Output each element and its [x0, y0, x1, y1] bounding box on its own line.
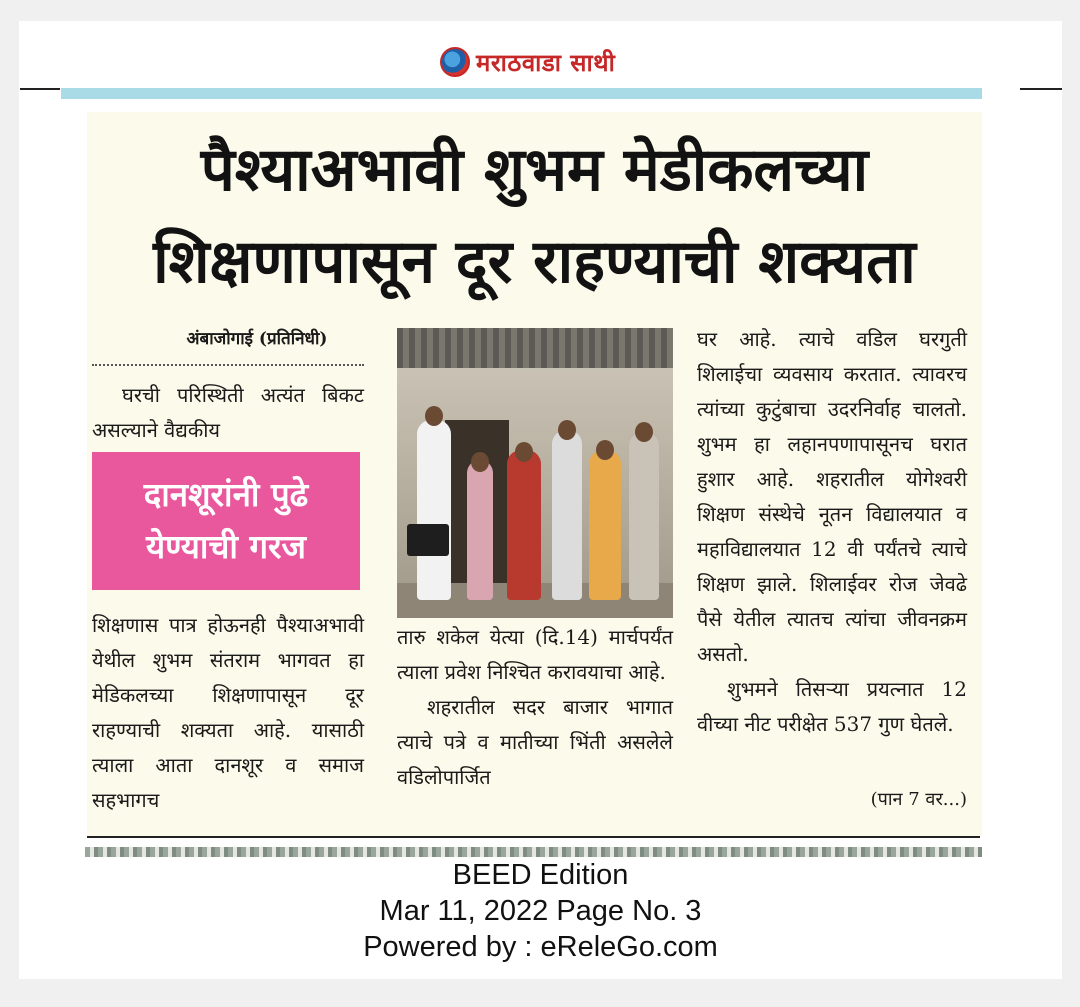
headline-line-2: शिक्षणापासून दूर राहण्याची शक्यता	[153, 227, 916, 297]
column-3	[697, 322, 967, 742]
masthead	[440, 42, 615, 82]
column-3-text-a: घर आहे. त्याचे वडिल घरगुती शिलाईचा व्यवसाय करतात. त्यावरच त्यांच्या कुटुंबाचा उदरनिर्वाह चालतो. शुभम हा लहानपणापासूनच घरात हुशार आहे. शहरातील योगेश्वरी शिक्षण संस्थेचे नूतन विद्यालयात व महाविद्यालयात 12 वी पर्यंतचे त्याचे शिक्षण झाले. शिलाईवर रोज जेवढे पैसे येतील त्यातच त्यांचा जीवनक्रम असतो.	[697, 327, 967, 666]
column-1-body	[92, 608, 364, 818]
photo-person-head	[558, 420, 576, 440]
photo-person	[629, 432, 659, 600]
edition-info	[19, 857, 1062, 965]
headline	[87, 124, 982, 308]
column-1-intro	[92, 378, 364, 448]
photo-roof	[397, 328, 673, 368]
column-1-body-text: शिक्षणास पात्र होऊनही पैश्याअभावी येथील शुभम संतराम भागवत हा मेडिकलच्या शिक्षणापासून दूर राहण्याची शक्यता आहे. यासाठी त्याला आता दानशूर व समाज सहभागच	[92, 613, 364, 812]
photo-person-head	[596, 440, 614, 460]
photo-person	[417, 420, 451, 600]
masthead-title: मराठवाडा साथी	[476, 48, 616, 77]
edition-date-page: Mar 11, 2022 Page No. 3	[379, 895, 702, 927]
photo-person	[589, 450, 621, 600]
continued-note: (पान 7 वर...)	[870, 789, 967, 810]
column-2-text-a: तारु शकेल येत्या (दि.14) मार्चपर्यंत त्याला प्रवेश निश्चित करावयाचा आहे.	[397, 625, 673, 684]
footer-rule	[87, 836, 980, 838]
column-1-intro-text: घरची परिस्थिती अत्यंत बिकट असल्याने वैद्यकीय	[92, 383, 364, 442]
photo-person-head	[515, 442, 533, 462]
photo-person	[467, 460, 493, 600]
pull-quote-line-2: येण्याची गरज	[145, 527, 307, 566]
headline-line-1: पैश्याअभावी शुभम मेडीकलच्या	[200, 135, 869, 205]
photo-person-head	[471, 452, 489, 472]
newspaper-globe-logo-icon	[440, 47, 470, 77]
top-band	[61, 88, 982, 99]
pull-quote-box	[92, 452, 360, 590]
column-3-text-b: शुभमने तिसऱ्या प्रयत्नात 12 वीच्या नीट परीक्षेत 537 गुण घेतले.	[697, 677, 967, 736]
footer-photo-strip	[85, 847, 982, 857]
powered-by-link[interactable]: Powered by : eReleGo.com	[363, 931, 718, 963]
pull-quote-line-1: दानशूरांनी पुढे	[143, 475, 309, 514]
edition-name: BEED Edition	[452, 859, 629, 891]
news-clipping	[87, 112, 982, 837]
news-photo	[397, 328, 673, 618]
photo-person	[552, 430, 582, 600]
photo-person-head	[635, 422, 653, 442]
left-rule	[20, 88, 60, 90]
photo-person	[507, 450, 541, 600]
photo-person-head	[425, 406, 443, 426]
dateline: अंबाजोगाई (प्रतिनिधी)	[186, 329, 328, 349]
dotted-divider	[92, 364, 364, 366]
right-rule	[1020, 88, 1062, 90]
photo-bag	[407, 524, 449, 556]
column-2-text-b: शहरातील सदर बाजार भागात त्याचे पत्रे व मातीच्या भिंती असलेले वडिलोपार्जित	[397, 695, 673, 789]
column-2	[397, 620, 673, 795]
